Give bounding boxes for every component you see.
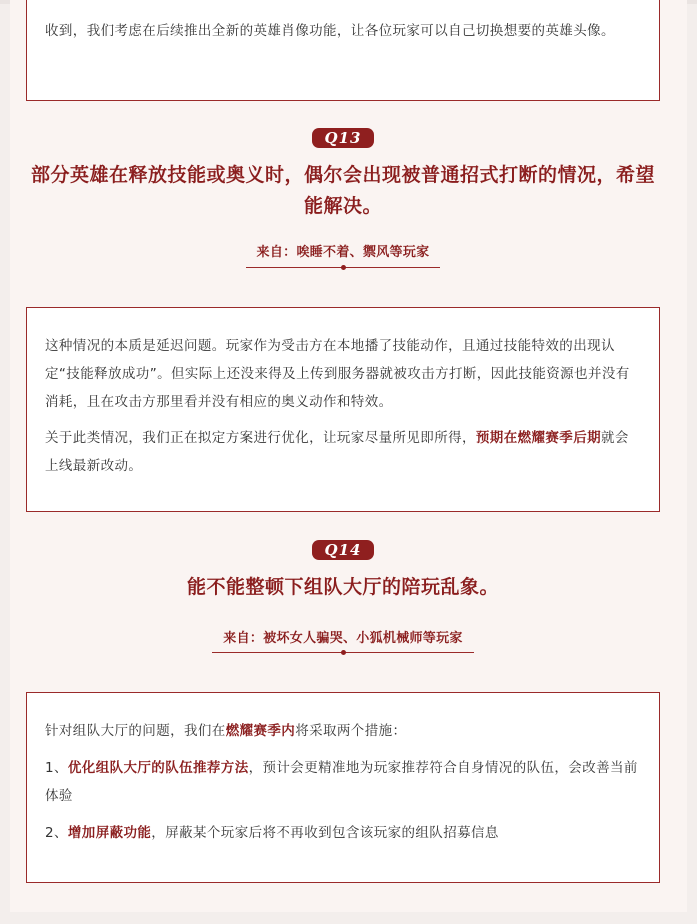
measure-item-2 <box>45 819 641 847</box>
bottom-divider <box>0 912 697 924</box>
question-source-q13: 来自：唉睡不着、禦风等玩家 <box>256 245 430 260</box>
answer-text: 收到，我们考虑在后续推出全新的英雄肖像功能，让各位玩家可以自己切换想要的英雄头像。 <box>45 23 615 39</box>
answer-card-q13 <box>26 307 660 512</box>
question-source-q14: 来自：被坏女人骗哭、小狐机械师等玩家 <box>223 631 463 646</box>
measure-text-2: ，屏蔽某个玩家后将不再收到包含该玩家的组队招募信息 <box>151 825 499 841</box>
question-title-q13: 部分英雄在释放技能或奥义时，偶尔会出现被普通招式打断的情况，希望能解决。 <box>30 164 655 217</box>
answer-text-part: 关于此类情况，我们正在拟定方案进行优化，让玩家尽量所见即所得， <box>45 430 476 446</box>
underline-dot-q14 <box>341 650 346 655</box>
question-title-q14: 能不能整顿下组队大厅的陪玩乱象。 <box>186 576 499 598</box>
measure-text-1: ，预计会更精准地为玩家推荐符合自身情况的队伍，会改善当前体验 <box>45 760 638 804</box>
answer-paragraph-1: 这种情况的本质是延迟问题。玩家作为受击方在本地播了技能动作，且通过技能特效的出现认定“技能释放成功”。但实际上还没来得及上传到服务器就被攻击方打断，因此技能资源也并没有消耗，且在攻击方那里看并没有相应的奥义动作和特效。 <box>45 338 630 410</box>
measure-highlight-2: 增加屏蔽功能 <box>67 825 152 841</box>
measure-item-1 <box>45 754 641 810</box>
answer-paragraph-2 <box>45 424 641 480</box>
answer-card-q14 <box>26 692 660 883</box>
answer-text-part: 针对组队大厅的问题，我们在 <box>45 723 226 739</box>
answer-intro <box>45 717 641 745</box>
question-badge-q14: Q14 <box>312 540 374 560</box>
answer-text-part: 就会上线最新改动。 <box>45 430 629 474</box>
question-badge-q13: Q13 <box>312 128 374 148</box>
underline-dot-q13 <box>341 265 346 270</box>
measure-highlight-1: 优化组队大厅的队伍推荐方法 <box>67 760 249 776</box>
item-number: 1、 <box>45 760 68 776</box>
answer-highlight: 预期在燃耀赛季后期 <box>475 430 602 446</box>
answer-card-q12 <box>26 0 660 101</box>
answer-text-part: 将采取两个措施： <box>295 723 407 739</box>
answer-highlight: 燃耀赛季内 <box>225 723 296 739</box>
item-number: 2、 <box>45 825 68 841</box>
